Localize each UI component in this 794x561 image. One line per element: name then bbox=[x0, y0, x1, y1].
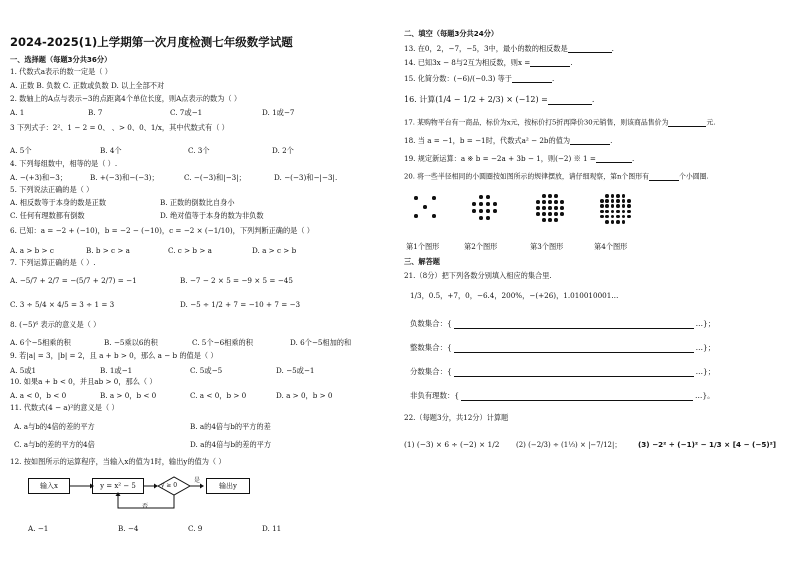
q5-option-d: D. 绝对值等于本身的数为非负数 bbox=[160, 211, 264, 220]
set-negative-close: …}； bbox=[695, 319, 716, 328]
question-17-text: 17. 某购物平台有一商品，标价为x元，按标价打5折再降价30元销售，则该商品售价为 bbox=[404, 118, 669, 127]
circle-dot bbox=[605, 210, 609, 214]
circle-dot bbox=[611, 215, 615, 219]
q14-answer-blank[interactable] bbox=[530, 58, 570, 67]
q2-option-c: C. 7或−1 bbox=[170, 108, 203, 117]
set-nonnegative-blank[interactable] bbox=[461, 392, 693, 401]
q7-option-c: C. 3 ÷ 5/4 × 4/5 = 3 ÷ 1 = 3 bbox=[10, 300, 115, 309]
circle-dot bbox=[611, 204, 615, 208]
circle-dot bbox=[548, 218, 552, 222]
question-15-text: 15. 化简分数：(−6)/(−0.3) 等于 bbox=[404, 74, 512, 84]
circle-dot bbox=[560, 212, 564, 216]
flow-output-box: 输出y bbox=[206, 478, 250, 494]
question-20 bbox=[404, 172, 709, 181]
set-nonnegative-label: 非负有理数：{ bbox=[410, 391, 460, 400]
circle-dot bbox=[616, 210, 620, 214]
q7-option-d: D. −5 ÷ 1/2 + 7 = −10 + 7 = −3 bbox=[180, 300, 301, 309]
circle-dot bbox=[605, 220, 609, 224]
circle-dot bbox=[605, 199, 609, 203]
question-21-numbers: 1/3，0.5，+7，0，−6.4，200%，−(+26)，1.010010001… bbox=[410, 291, 619, 300]
program-flowchart bbox=[24, 474, 304, 514]
q2-option-d: D. 1或−7 bbox=[262, 108, 295, 117]
q7-option-b: B. −7 − 2 × 5 = −9 × 5 = −45 bbox=[180, 276, 293, 285]
circle-dot bbox=[600, 215, 604, 219]
circle-dot bbox=[622, 210, 626, 214]
q4-option-d: D. −(−3)和−|−3|. bbox=[274, 173, 338, 182]
flow-formula-box: y = x² − 5 bbox=[92, 478, 144, 494]
circle-dot bbox=[611, 210, 615, 214]
set-integer-label: 整数集合：{ bbox=[410, 343, 452, 352]
circle-dot bbox=[605, 215, 609, 219]
dot-figure-2 bbox=[470, 194, 510, 224]
question-19: 19. 规定新运算：a ※ b = −2a + 3b − 1，则(−2) ※ 1 = . bbox=[404, 154, 635, 164]
set-negative-blank[interactable] bbox=[454, 320, 694, 329]
circle-dot bbox=[548, 194, 552, 198]
q11-option-c: C. a与b的差的平方的4倍 bbox=[14, 440, 95, 449]
set-integer-close: …}； bbox=[695, 343, 716, 352]
figure-label-4: 第4个图形 bbox=[594, 242, 628, 251]
figure-label-2: 第2个图形 bbox=[464, 242, 498, 251]
q9-option-d: D. −5或−1 bbox=[276, 366, 315, 375]
circle-dot bbox=[600, 204, 604, 208]
q16-answer-blank[interactable] bbox=[548, 96, 592, 105]
q6-option-a: A. a > b > c bbox=[10, 246, 54, 255]
q3-option-b: B. 4个 bbox=[100, 146, 122, 155]
q8-option-d: D. 6个−5相加的和 bbox=[290, 338, 352, 347]
question-2: 2. 数轴上的A点与表示−3的点距离4个单位长度，则A点表示的数为（ ） bbox=[10, 94, 242, 103]
question-19-text: 19. 规定新运算：a ※ b = −2a + 3b − 1，则(−2) ※ 1 = bbox=[404, 154, 596, 164]
circle-dot bbox=[432, 196, 436, 200]
circle-dot bbox=[414, 214, 418, 218]
circle-dot bbox=[486, 216, 490, 220]
section-fill-heading: 二、填空（每题3分共24分） bbox=[404, 29, 499, 38]
question-9: 9. 若|a| = 3，|b| = 2，且 a + b > 0，那么 a − b 的值是（ ） bbox=[10, 351, 218, 360]
question-18: 18. 当 a = −1，b = −1时，代数式a² − 2b的值为 . bbox=[404, 136, 613, 146]
circle-dot bbox=[554, 218, 558, 222]
circle-dot bbox=[486, 202, 490, 206]
circle-dot bbox=[622, 199, 626, 203]
circle-dot bbox=[554, 194, 558, 198]
circle-dot bbox=[432, 214, 436, 218]
question-20-text: 20. 将一些半径相同的小圆圈按如图所示的规律摆放，请仔细观察，第n个图形有 bbox=[404, 172, 649, 181]
question-13: 13. 在0，2，−7，−5，3中，最小的数的相反数是 . bbox=[404, 44, 614, 54]
q22-part-1: (1) (−3) × 6 ÷ (−2) × 1/2 bbox=[404, 440, 500, 449]
q20-answer-blank[interactable] bbox=[649, 172, 679, 181]
question-3: 3 下列式子：2²、1 − 2 = 0、 、> 0、0、1/x，其中代数式有（ ） bbox=[10, 123, 229, 132]
circle-dot bbox=[548, 206, 552, 210]
circle-dot bbox=[627, 210, 631, 214]
question-7: 7. 下列运算正确的是（ ）. bbox=[10, 258, 96, 267]
q18-answer-blank[interactable] bbox=[570, 136, 610, 145]
q8-option-c: C. 5个−6相乘的积 bbox=[192, 338, 253, 347]
circle-dot bbox=[616, 199, 620, 203]
question-5: 5. 下列说法正确的是（ ） bbox=[10, 185, 94, 194]
set-negative bbox=[410, 318, 715, 329]
question-17 bbox=[404, 118, 716, 127]
question-11: 11. 代数式(4 − a)²的意义是（ ） bbox=[10, 403, 119, 412]
circle-dot bbox=[622, 220, 626, 224]
q6-option-b: B. b > c > a bbox=[86, 246, 130, 255]
question-16-text: 16. 计算(1/4 − 1/2 + 2/3) × (−12) = bbox=[404, 95, 548, 105]
question-14: 14. 已知3x − 8与2互为相反数，则x = . bbox=[404, 58, 573, 68]
q7-option-a: A. −5/7 + 2/7 = −(5/7 + 2/7) = −1 bbox=[10, 276, 137, 285]
circle-dot bbox=[622, 204, 626, 208]
circle-dot bbox=[542, 212, 546, 216]
circle-dot bbox=[554, 212, 558, 216]
circle-dot bbox=[627, 199, 631, 203]
q19-answer-blank[interactable] bbox=[596, 154, 632, 163]
q6-option-d: D. a > c > b bbox=[252, 246, 297, 255]
q11-option-a: A. a与b的4倍的差的平方 bbox=[14, 422, 95, 431]
q8-option-a: A. 6个−5相乘的积 bbox=[10, 338, 71, 347]
q10-option-d: D. a > 0，b > 0 bbox=[276, 391, 333, 400]
question-22: 22.（每题3分，共12分）计算题 bbox=[404, 413, 509, 422]
circle-dot bbox=[486, 195, 490, 199]
circle-dot bbox=[554, 200, 558, 204]
question-15: 15. 化简分数：(−6)/(−0.3) 等于 . bbox=[404, 74, 555, 84]
circle-dot bbox=[605, 204, 609, 208]
circle-dot bbox=[542, 206, 546, 210]
q11-option-d: D. a的4倍与b的差的平方 bbox=[190, 440, 272, 449]
flow-arrows bbox=[24, 474, 304, 514]
circle-dot bbox=[479, 195, 483, 199]
question-16: 16. 计算(1/4 − 1/2 + 2/3) × (−12) = . bbox=[404, 95, 595, 105]
q22-part-3: (3) −2² ÷ (−1)² − 1/3 × [4 − (−5)²] bbox=[638, 440, 777, 449]
circle-dot bbox=[611, 194, 615, 198]
question-17-tail: 元. bbox=[706, 118, 716, 127]
flow-condition: y ≥ 0 bbox=[161, 482, 178, 489]
set-integer-blank[interactable] bbox=[454, 344, 694, 353]
q6-option-c: C. c > b > a bbox=[168, 246, 212, 255]
q5-option-b: B. 正数的倒数比自身小 bbox=[160, 198, 235, 207]
q4-option-b: B. +(−3)和−(−3)； bbox=[90, 173, 159, 182]
question-18-text: 18. 当 a = −1，b = −1时，代数式a² − 2b的值为 bbox=[404, 136, 571, 146]
circle-dot bbox=[542, 200, 546, 204]
circle-dot bbox=[414, 196, 418, 200]
circle-dot bbox=[493, 202, 497, 206]
q9-option-b: B. 1或−1 bbox=[100, 366, 133, 375]
q10-option-b: B. a > 0，b < 0 bbox=[100, 391, 157, 400]
circle-dot bbox=[536, 200, 540, 204]
circle-dot bbox=[423, 205, 427, 209]
circle-dot bbox=[479, 209, 483, 213]
flow-no-label: 否 bbox=[142, 503, 149, 510]
q12-option-b: B. −4 bbox=[118, 524, 139, 533]
question-1: 1. 代数式a表示的数一定是（ ） bbox=[10, 67, 112, 76]
figure-label-3: 第3个图形 bbox=[530, 242, 564, 251]
circle-dot bbox=[536, 212, 540, 216]
circle-dot bbox=[611, 199, 615, 203]
circle-dot bbox=[493, 209, 497, 213]
circle-dot bbox=[616, 220, 620, 224]
circle-dot bbox=[616, 194, 620, 198]
q12-option-d: D. 11 bbox=[262, 524, 282, 533]
set-fraction-blank[interactable] bbox=[454, 368, 694, 377]
question-21: 21.（8分）把下列各数分别填入相应的集合里. bbox=[404, 271, 552, 280]
circle-dot bbox=[542, 194, 546, 198]
q8-option-b: B. −5乘以6的积 bbox=[104, 338, 158, 347]
question-8: 8. (−5)⁶ 表示的意义是（ ） bbox=[10, 320, 101, 329]
section-answer-heading: 三、解答题 bbox=[404, 257, 440, 266]
question-10: 10. 如果a + b < 0，并且ab > 0，那么（ ） bbox=[10, 377, 157, 386]
circle-dot bbox=[600, 210, 604, 214]
flow-input-box: 输入x bbox=[28, 478, 70, 494]
dot-figure-4 bbox=[598, 194, 638, 224]
q2-option-a: A. 1 bbox=[10, 108, 25, 117]
circle-dot bbox=[536, 206, 540, 210]
q4-option-c: C. −(−3)和|−3|； bbox=[184, 173, 246, 182]
circle-dot bbox=[611, 220, 615, 224]
circle-dot bbox=[622, 194, 626, 198]
circle-dot bbox=[616, 204, 620, 208]
q5-option-a: A. 相反数等于本身的数是正数 bbox=[10, 198, 107, 207]
q5-option-c: C. 任何有理数都有倒数 bbox=[10, 211, 85, 220]
q9-option-a: A. 5或1 bbox=[10, 366, 37, 375]
dot-figure-3 bbox=[534, 194, 574, 224]
circle-dot bbox=[600, 199, 604, 203]
q3-option-d: D. 2个 bbox=[272, 146, 294, 155]
circle-dot bbox=[605, 194, 609, 198]
q9-option-c: C. 5或−5 bbox=[190, 366, 223, 375]
q12-option-c: C. 9 bbox=[188, 524, 203, 533]
circle-dot bbox=[627, 204, 631, 208]
q3-option-a: A. 5个 bbox=[10, 146, 32, 155]
q12-option-a: A. −1 bbox=[28, 524, 49, 533]
q13-answer-blank[interactable] bbox=[568, 44, 612, 53]
circle-dot bbox=[542, 218, 546, 222]
circle-dot bbox=[627, 215, 631, 219]
circle-dot bbox=[554, 206, 558, 210]
circle-dot bbox=[622, 215, 626, 219]
circle-dot bbox=[560, 200, 564, 204]
q10-option-a: A. a < 0，b < 0 bbox=[10, 391, 67, 400]
circle-dot bbox=[479, 216, 483, 220]
q22-part-2: (2) (−2/3) ÷ (1⅓) × |−7/12|； bbox=[516, 441, 622, 449]
exam-title: 2024-2025(1)上学期第一次月度检测七年级数学试题 bbox=[10, 35, 293, 49]
circle-dot bbox=[486, 209, 490, 213]
q15-answer-blank[interactable] bbox=[512, 74, 552, 83]
question-14-text: 14. 已知3x − 8与2互为相反数，则x = bbox=[404, 58, 531, 68]
q4-option-a: A. −(+3)和−3； bbox=[10, 173, 67, 182]
set-integer bbox=[410, 342, 715, 353]
question-1-options: A. 正数 B. 负数 C. 正数或负数 D. 以上全部不对 bbox=[10, 81, 165, 90]
q17-answer-blank[interactable] bbox=[668, 118, 706, 127]
figure-label-1: 第1个图形 bbox=[406, 242, 440, 251]
section-choice-heading: 一、选择题（每题3分共36分） bbox=[10, 55, 112, 64]
dot-figure-1 bbox=[410, 194, 450, 224]
circle-dot bbox=[560, 206, 564, 210]
question-4: 4. 下列每组数中，相等的是（ ）. bbox=[10, 159, 118, 168]
circle-dot bbox=[472, 209, 476, 213]
set-nonnegative bbox=[410, 390, 715, 401]
q11-option-b: B. a的4倍与b的平方的差 bbox=[190, 422, 271, 431]
question-20-tail: 个小圆圈. bbox=[678, 172, 709, 181]
q3-option-c: C. 3个 bbox=[188, 146, 210, 155]
flow-yes-label: 是 bbox=[194, 477, 201, 484]
circle-dot bbox=[479, 202, 483, 206]
set-fraction bbox=[410, 366, 715, 377]
circle-dot bbox=[548, 212, 552, 216]
question-12: 12. 按如图所示的运算程序，当输入x的值为1时，输出y的值为（ ） bbox=[10, 457, 226, 466]
set-fraction-close: …}； bbox=[695, 367, 716, 376]
question-6: 6. 已知：a = −2 + (−10)，b = −2 − (−10)，c = −2 × (−1/10)，下列判断正确的是（ ） bbox=[10, 226, 314, 235]
set-nonnegative-close: …}。 bbox=[695, 391, 715, 400]
circle-dot bbox=[472, 202, 476, 206]
set-negative-label: 负数集合：{ bbox=[410, 319, 452, 328]
circle-dot bbox=[616, 215, 620, 219]
q10-option-c: C. a < 0，b > 0 bbox=[190, 391, 247, 400]
q2-option-b: B. 7 bbox=[88, 108, 103, 117]
set-fraction-label: 分数集合：{ bbox=[410, 367, 452, 376]
circle-dot bbox=[548, 200, 552, 204]
question-13-text: 13. 在0，2，−7，−5，3中，最小的数的相反数是 bbox=[404, 44, 568, 54]
